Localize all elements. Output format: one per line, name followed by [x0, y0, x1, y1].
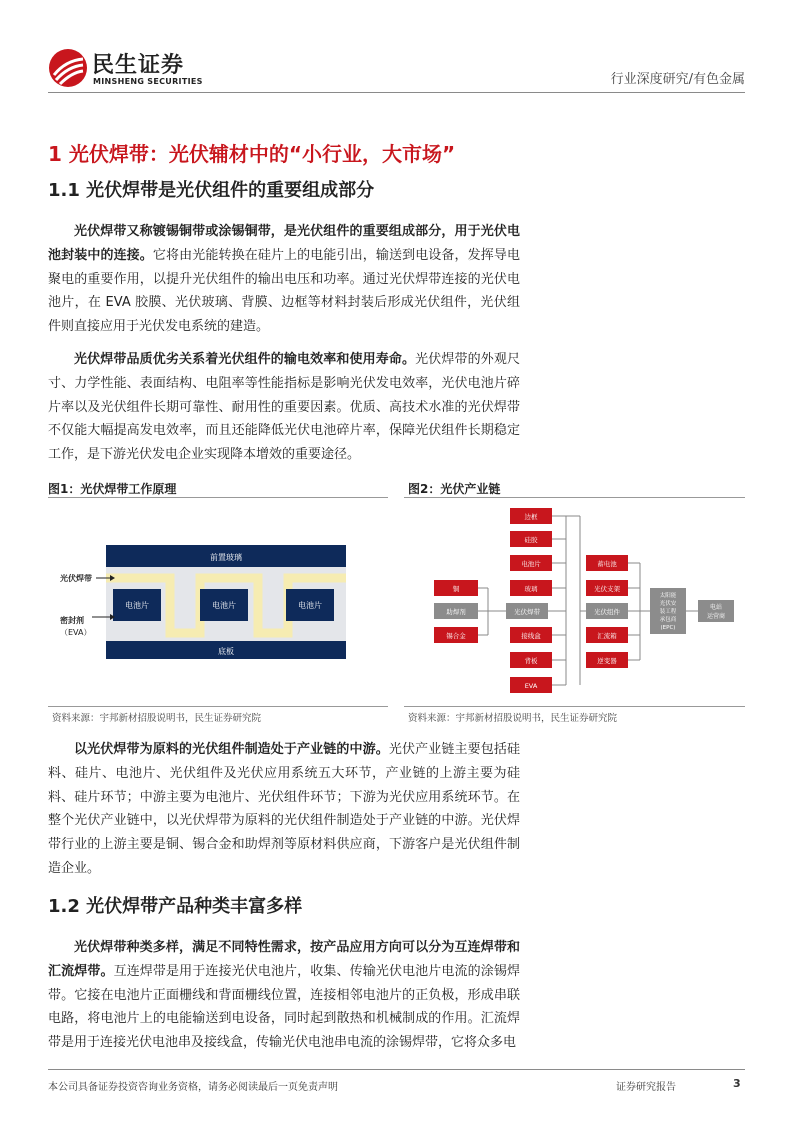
node-mount-label: 光伏支架 [594, 585, 620, 593]
material-nodes [510, 508, 552, 693]
node-module-label: 光伏组件 [594, 608, 620, 616]
node-epc-line-2: 光伏安 [659, 601, 677, 607]
node-eva-label: EVA [524, 682, 538, 690]
paragraph-2-lead: 光伏焊带品质优劣关系着光伏组件的输电效率和使用寿命。 [74, 352, 416, 367]
footer-disclaimer: 本公司具备证券投资咨询业务资格，请务必阅读最后一页免责声明 [48, 1082, 338, 1093]
node-backsheet-label: 背板 [524, 657, 538, 665]
sealant-callout: 密封剂 [60, 616, 84, 625]
header-divider [48, 92, 745, 93]
node-operator-line-1: 电站 [709, 604, 723, 611]
figure-1-bottom-rule [48, 706, 388, 707]
node-copper-label: 铜 [452, 585, 460, 593]
paragraph-2 [48, 348, 520, 467]
backplate-label: 底板 [218, 647, 234, 656]
figure-1-source: 资料来源：宇邦新材招股说明书，民生证券研究院 [52, 713, 262, 724]
logo-name-cn: 民生证券 [92, 53, 185, 78]
paragraph-3-lead: 以光伏焊带为原料的光伏组件制造处于产业链的中游。 [74, 742, 389, 757]
node-ribbon-label: 光伏焊带 [514, 608, 540, 616]
figure-2-title: 图2：光伏产业链 [408, 482, 501, 496]
node-epc-line-4: 承包商 [659, 617, 677, 623]
ribbon-callout: 光伏焊带 [60, 574, 92, 583]
cell-1-label: 电池片 [125, 601, 149, 610]
node-junction-box-label: 接线盒 [521, 632, 541, 640]
paragraph-4 [48, 936, 520, 1056]
input-nodes [434, 580, 478, 643]
node-battery-label: 蓄电池 [597, 560, 617, 568]
section-1-1-title: 1.1 光伏焊带是光伏组件的重要组成部分 [48, 180, 375, 201]
node-operator-line-2: 运营商 [706, 613, 726, 620]
logo-name-en: MINSHENG SECURITIES [93, 77, 203, 86]
figure-1-diagram [48, 505, 388, 705]
front-glass-label: 前置玻璃 [210, 553, 242, 562]
figure-2-bottom-rule [404, 706, 745, 707]
section-1-title: 1 光伏焊带：光伏辅材中的“小行业，大市场” [48, 142, 456, 166]
node-flux-label: 助焊剂 [446, 608, 466, 616]
node-silica-gel-label: 硅胶 [524, 536, 538, 544]
paragraph-1 [48, 220, 520, 339]
figure-1-title: 图1：光伏焊带工作原理 [48, 482, 177, 496]
footer-divider [48, 1069, 745, 1070]
paragraph-3 [48, 738, 520, 881]
node-tin-alloy-label: 锡合金 [446, 632, 466, 640]
paragraph-3-body: 光伏产业链主要包括硅料、硅片、电池片、光伏组件及光伏应用系统五大环节，产业链的上游主要为硅料、硅片环节；中游主要为电池片、光伏组件环节；下游为光伏应用系统环节。在整个光伏产业链中，以光伏焊带为原料的光伏组件制造处于产业链的中游。光伏焊带行业的上游主要是铜、锡合金和助焊剂等原材料供应商，下游客户是光伏组件制造企业。 [48, 742, 520, 876]
footer-report-type: 证券研究报告 [616, 1082, 676, 1093]
node-combiner-label: 汇流箱 [597, 632, 617, 640]
cell-3-label: 电池片 [298, 601, 322, 610]
figure-2-source: 资料来源：宇邦新材招股说明书，民生证券研究院 [408, 713, 618, 724]
paragraph-1-body: 它将由光能转换在硅片上的电能引出，输送到电设备，发挥导电聚电的重要作用，以提升光伏组件的输出电压和功率。通过光伏焊带连接的光伏电池片，在 EVA 胶膜、光伏玻璃、背膜、边框等材料封装后形成光伏组件，光伏组件则直接应用于光伏发电系统的建造。 [48, 247, 520, 335]
minsheng-logo-icon [48, 48, 88, 88]
page-header [48, 40, 745, 92]
figure-2-diagram [404, 500, 745, 705]
paragraph-2-body: 光伏焊带的外观尺寸、力学性能、表面结构、电阻率等性能指标是影响光伏发电效率，光伏电池片碎片率以及光伏组件长期可靠性、耐用性的重要因素。优质、高技术水准的光伏焊带不仅能大幅提高发电效率，而且还能降低光伏电池碎片率，保障光伏组件长期稳定工作，是下游光伏发电企业实现降本增效的重要途径。 [48, 352, 520, 463]
node-cell-label: 电池片 [521, 560, 541, 568]
node-epc-line-5: (EPC) [660, 625, 676, 631]
node-epc-line-1: 太阳能 [659, 593, 677, 599]
eva-callout: （EVA） [60, 628, 92, 637]
cell-2-label: 电池片 [212, 601, 236, 610]
report-category: 行业深度研究/有色金属 [610, 72, 745, 87]
paragraph-1-lead: 光伏焊带又称镀锡铜带或涂锡铜带，是光伏组件的重要组成部分，用于光伏电池封装中的连接。 [48, 224, 520, 263]
figure-1-rule [48, 497, 388, 498]
paragraph-4-body: 互连焊带是用于连接光伏电池片，收集、传输光伏电池片电流的涂锡焊带。它接在电池片正面栅线和背面栅线位置，连接相邻电池片的正负极，形成串联电路，将电池片上的电能输送到电设备，同时起到散热和机械制成的作用。汇流焊带是用于连接光伏电池串及接线盒，传输光伏电池串电流的涂锡焊带，它将众多电 [48, 963, 520, 1051]
node-glass-label: 玻璃 [524, 585, 538, 593]
node-frame-label: 边框 [524, 513, 538, 521]
page-number: 3 [733, 1077, 741, 1090]
figure-2-rule [404, 497, 745, 498]
section-1-2-title: 1.2 光伏焊带产品种类丰富多样 [48, 896, 303, 917]
paragraph-4-lead: 光伏焊带种类多样，满足不同特性需求，按产品应用方向可以分为互连焊带和汇流焊带。 [48, 940, 520, 979]
node-epc-line-3: 装工程 [659, 609, 677, 615]
node-inverter-label: 逆变器 [597, 657, 617, 665]
